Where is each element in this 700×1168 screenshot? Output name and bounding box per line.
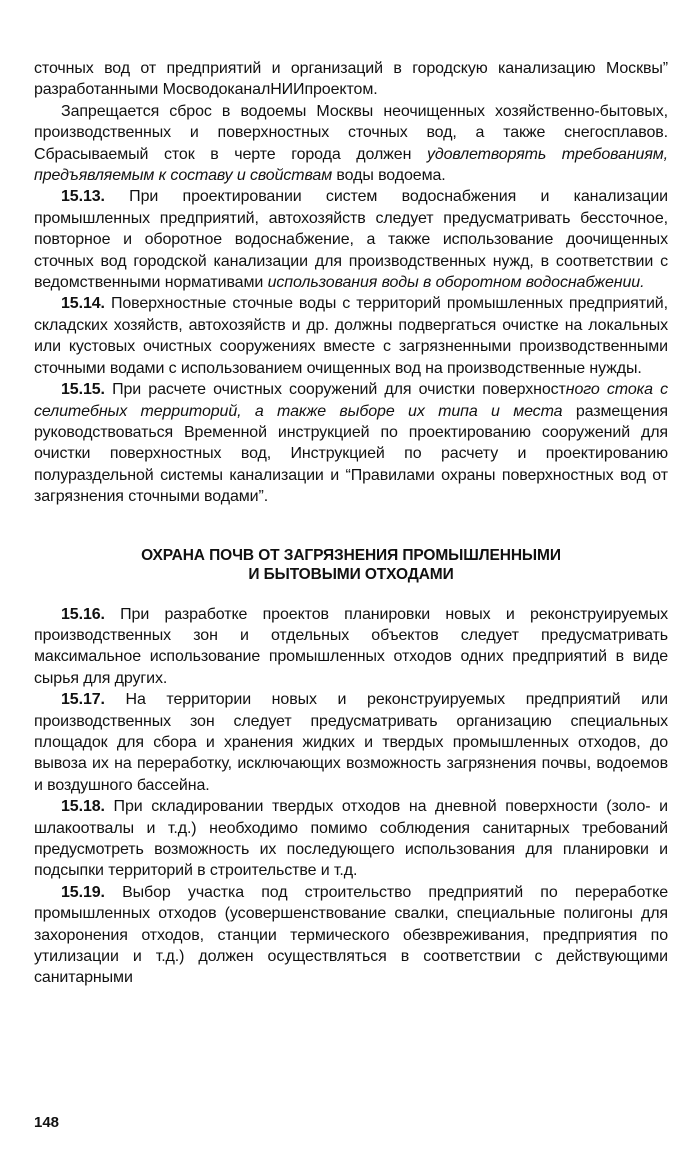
paragraph-15-13: 15.13. При проектировании систем водоснабжения и канализации промышленных предприятий, автохозяйств следует предусматривать бессточное, повторное и оборотное водоснабжение, а также использование доочищенных сточных вод городской канализации для производственных нужд, в соответствии с ведомственными нормативами использования воды в оборотном водоснабжении. [34, 188, 668, 292]
section-heading-line-2: И БЫТОВЫМИ ОТХОДАМИ [248, 565, 454, 583]
clause-number: 15.13. [61, 188, 105, 206]
clause-number: 15.16. [61, 605, 105, 623]
section-heading-line-1: ОХРАНА ПОЧВ ОТ ЗАГРЯЗНЕНИЯ ПРОМЫШЛЕННЫМИ [141, 546, 561, 564]
paragraph-discharge-prohibition: Запрещается сброс в водоемы Москвы неочищенных хозяйственно-бытовых, производственных и поверхностных сточных вод, а также снегосплавов. Сбрасываемый сток в черте города должен удовлетворять требованиям, предъявляемым к составу и свойствам воды водоема. [34, 102, 668, 185]
page-body [34, 58, 668, 989]
clause-number: 15.14. [61, 295, 105, 313]
clause-number: 15.19. [61, 883, 105, 901]
paragraph-15-16: 15.16. При разработке проектов планировки новых и реконструируемых производственных зон и отдельных объектов следует предусматривать максимальное использование промышленных отходов одних предприятий в виде сырья для других. [34, 605, 668, 687]
paragraph-15-19: 15.19. Выбор участка под строительство предприятий по переработке промышленных отходов (усовершенствование свалки, специальные полигоны для захоронения отходов, станции термического обезвреживания, предприятия по утилизации и т.д.) должен осуществляться в соответствии с действующими санитарными [34, 883, 668, 987]
clause-number: 15.15. [61, 381, 105, 399]
paragraph-15-18: 15.18. При складировании твердых отходов на дневной поверхности (золо- и шлакоотвалы и т.д.) необходимо помимо соблюдения санитарных требований предусмотреть возможность их последующего использования для планировки и подсыпки территорий в строительстве и т.д. [34, 798, 668, 880]
paragraph-15-17: 15.17. На территории новых и реконструируемых предприятий или производственных зон следует предусматривать организацию специальных площадок для сбора и хранения жидких и твердых промышленных отходов, до вывоза их на переработку, исключающих возможность загрязнения почвы, водоемов и воздушного бассейна. [34, 691, 668, 794]
paragraph-15-15: 15.15. При расчете очистных сооружений для очистки поверхностного стока с селитебных территорий, а также выборе их типа и места размещения руководствоваться Временной инструкцией по проектированию сооружений для очистки поверхностных вод, Инструкцией по расчету и проектированию полураздельной системы канализации и “Правилами охраны поверхностных вод от загрязнения сточными водами”. [34, 381, 668, 506]
page-number: 148 [34, 1114, 60, 1131]
section-heading [34, 546, 668, 584]
paragraph-15-14: 15.14. Поверхностные сточные воды с территорий промышленных предприятий, складских хозяйств, автохозяйств и др. должны подвергаться очистке на локальных или кустовых очистных сооружениях вместе с загрязненными производственными сточными водами с использованием очищенных вод на производственные нужды. [34, 295, 668, 377]
paragraph-continuation: сточных вод от предприятий и организаций в городскую канализацию Москвы” разработанными МосводоканалНИИпроектом. [34, 60, 668, 99]
clause-number: 15.18. [61, 798, 105, 816]
clause-number: 15.17. [61, 691, 105, 709]
